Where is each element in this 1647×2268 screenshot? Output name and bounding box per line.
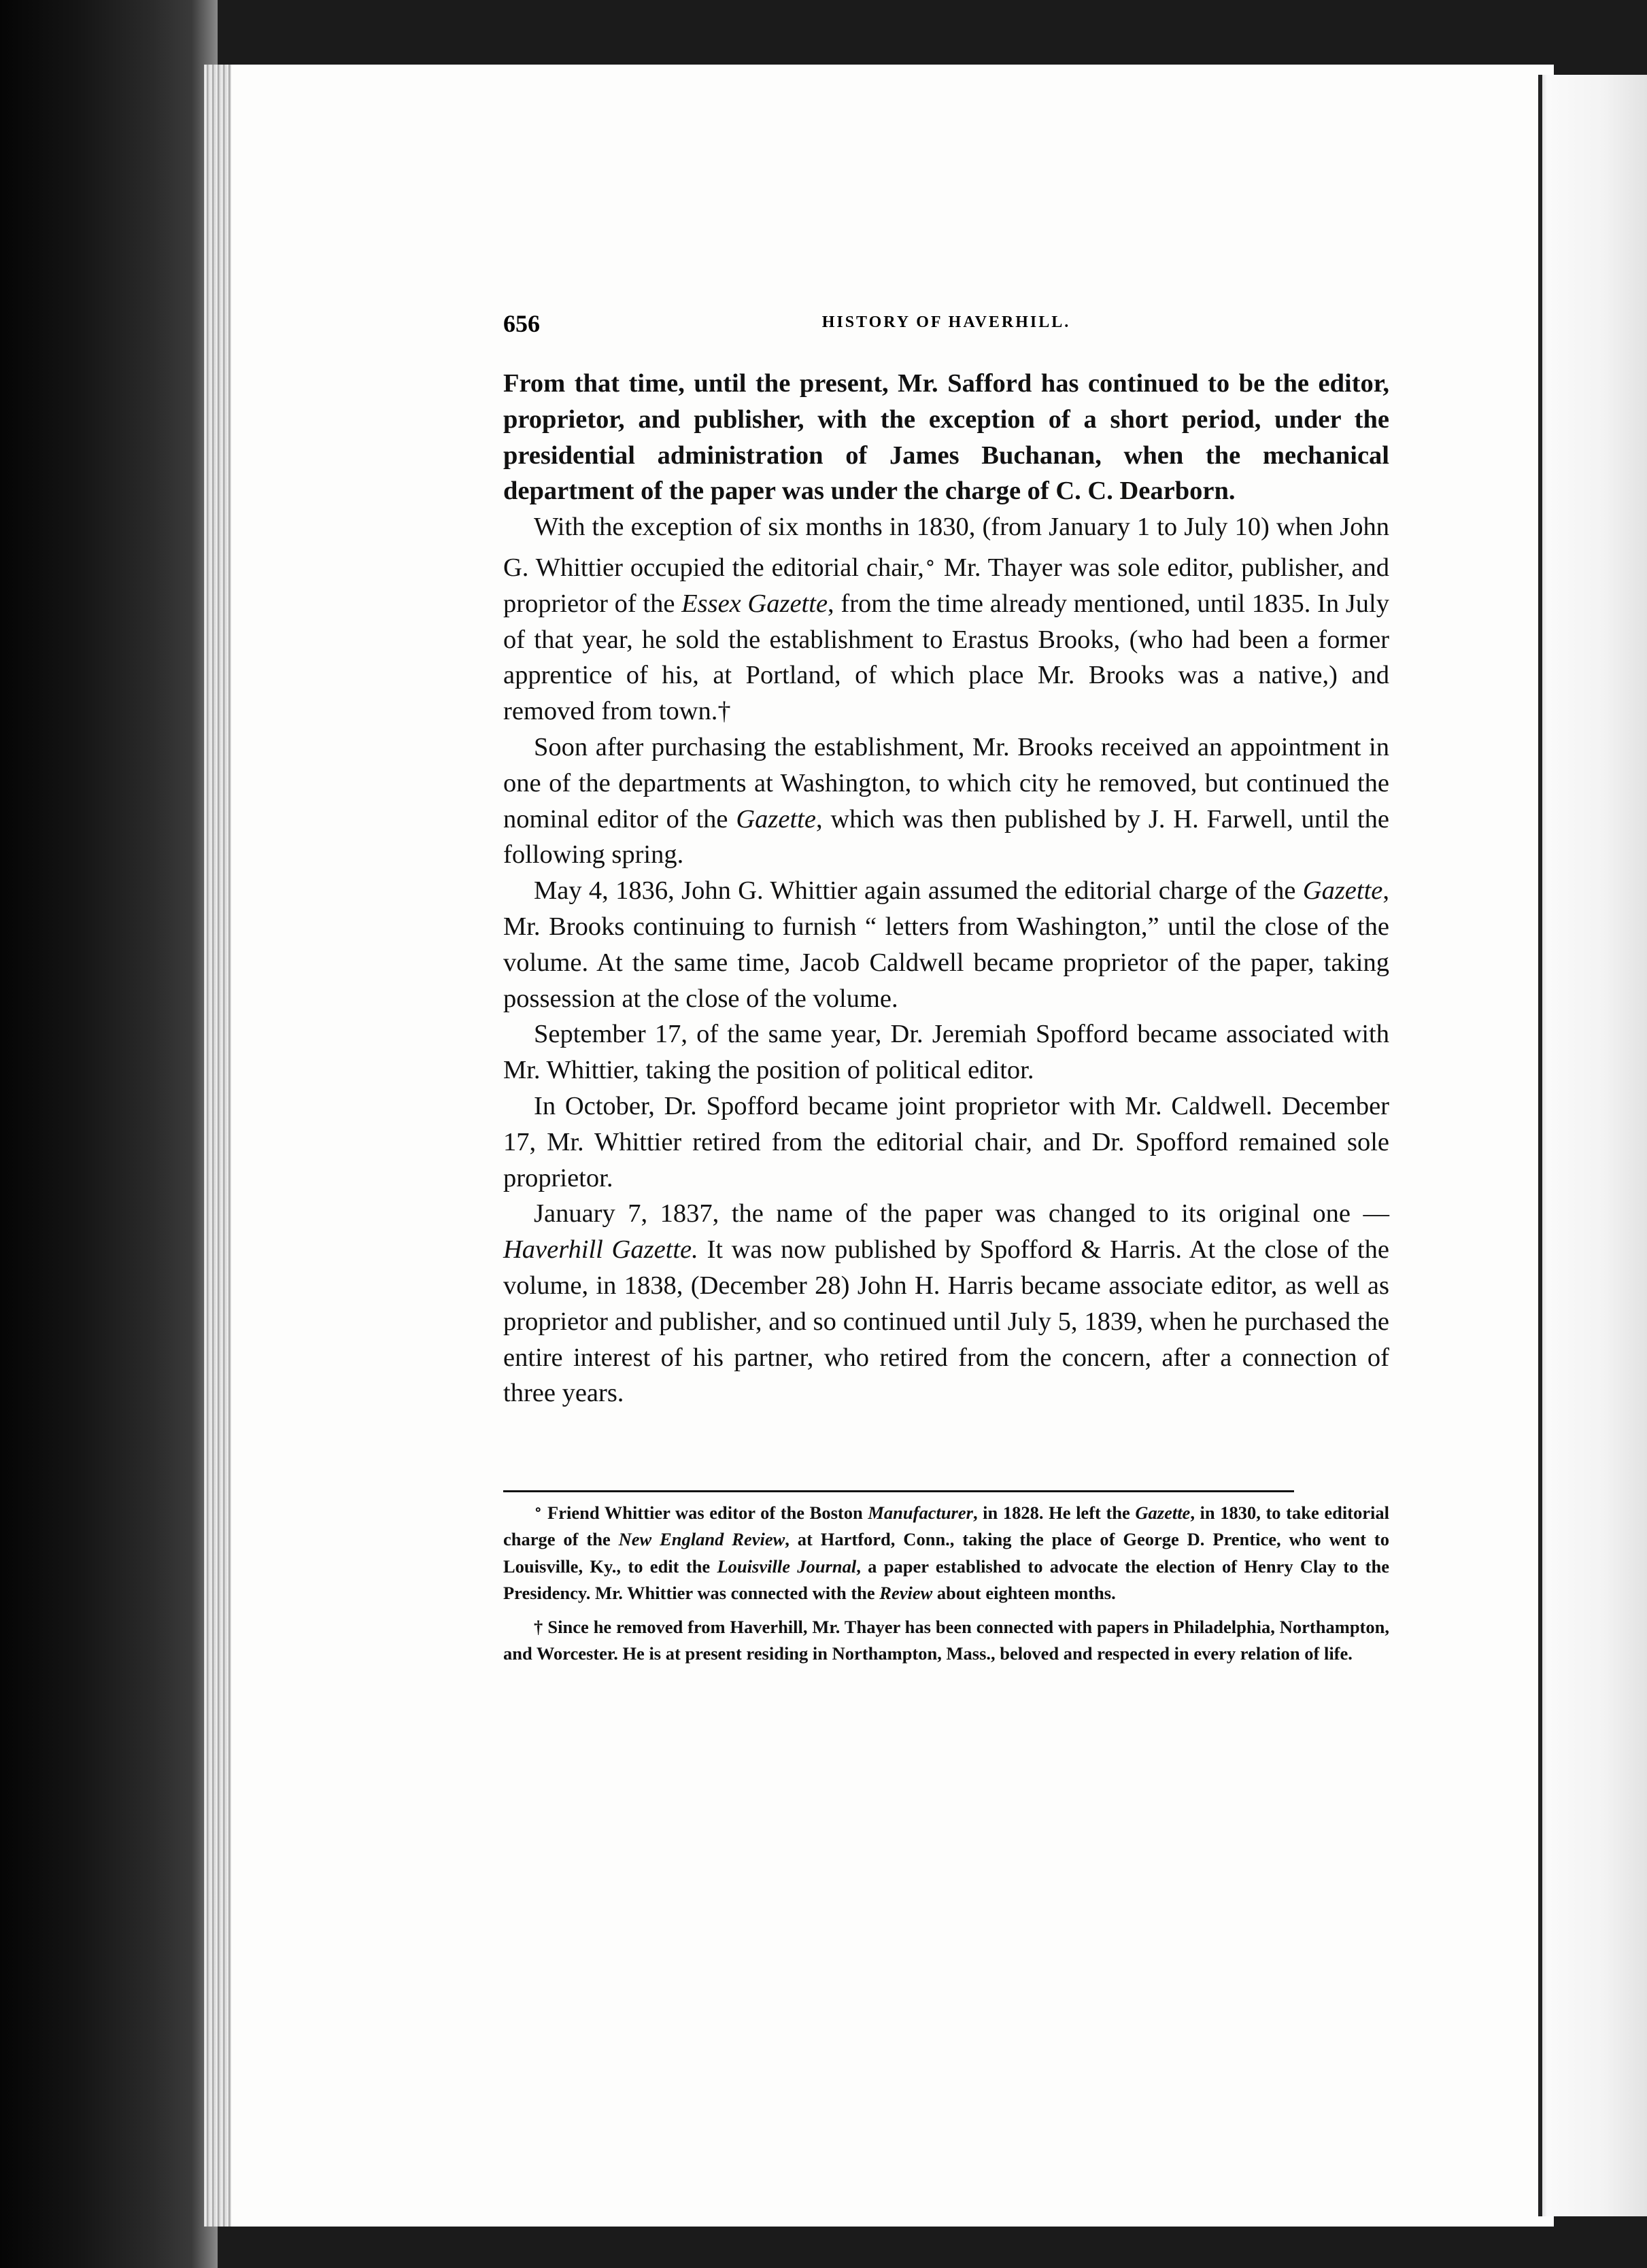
right-page-fold bbox=[1538, 75, 1542, 2216]
paragraph-4-text-a: May 4, 1836, John G. Whittier again assumed the editorial charge of the bbox=[534, 876, 1303, 906]
paragraph-4 bbox=[503, 873, 1389, 1016]
paragraph-2-text-b: Mr. Thayer was sole editor, publisher, and proprietor of the bbox=[503, 553, 1389, 618]
paragraph-6: In October, Dr. Spofford became joint proprietor with Mr. Caldwell. December 17, Mr. Whittier retired from the editorial chair, and Dr. Spofford remained sole proprietor. bbox=[503, 1092, 1389, 1192]
footnote-2-text: Since he removed from Haverhill, Mr. Thayer has been connected with papers in Philadelphia, Northampton, and Worcester. He is at present residing in Northampton, Mass., beloved and respected in every relation of life. bbox=[503, 1616, 1389, 1664]
running-head: HISTORY OF HAVERHILL. bbox=[821, 313, 1071, 331]
book-binding bbox=[0, 0, 218, 2268]
paragraph-2-text-c: , from the time already mentioned, until 1835. In July of that year, he sold the establishment to Erastus Brooks, (who had been a former apprentice of his, at Portland, of which place Mr. Brooks was a native,) and removed from town. bbox=[503, 589, 1389, 726]
footnote-1-italic-4: Louisville Journal bbox=[717, 1556, 857, 1577]
paragraph-5: September 17, of the same year, Dr. Jeremiah Spofford became associated with Mr. Whittier, taking the position of political editor. bbox=[503, 1020, 1389, 1085]
footnotes bbox=[503, 1497, 1389, 1674]
footnote-1-text-a: Friend Whittier was editor of the Boston bbox=[542, 1502, 868, 1523]
footnote-1-text-d: , at Hartford, Conn., taking the place of George D. Prentice, who went to Louisville, Ky., to edit the bbox=[503, 1529, 1389, 1577]
footnote-1-text-f: about eighteen months. bbox=[932, 1583, 1116, 1604]
footnote-1-italic-2: Gazette bbox=[1135, 1502, 1191, 1523]
paragraph-3-text-a: Soon after purchasing the establishment, Mr. Brooks received an appointment in one of the departments at Washington, to which city he removed, but continued the nominal editor of the bbox=[503, 733, 1389, 834]
paragraph-7-text-a: January 7, 1837, the name of the paper was changed to its original one — bbox=[534, 1199, 1389, 1228]
paragraph-2 bbox=[503, 509, 1389, 729]
footnote-marker-2: † bbox=[717, 697, 731, 726]
paragraph-7-italic: Haverhill Gazette. bbox=[503, 1235, 698, 1265]
paragraph-7-text-b: It was now published by Spofford & Harris. At the close of the volume, in 1838, (December 28) John H. Harris became associate editor, as well as proprietor and publisher, and so continued until July 5, 1839, when he purchased the entire interest of his partner, who retired from the concern, after a connection of three years. bbox=[503, 1235, 1389, 1408]
footnote-2 bbox=[503, 1614, 1389, 1668]
paragraph-3-italic: Gazette bbox=[736, 804, 816, 834]
footnote-1-text-b: , in 1828. He left the bbox=[972, 1502, 1136, 1523]
paragraph-7 bbox=[503, 1196, 1389, 1411]
footnote-1 bbox=[503, 1497, 1389, 1607]
right-page-edge bbox=[1538, 75, 1647, 2216]
footnote-rule bbox=[503, 1490, 1294, 1492]
footnote-marker-1: ∘ bbox=[923, 551, 936, 574]
paragraph-4-italic: Gazette bbox=[1302, 876, 1383, 906]
footnote-1-marker: ∘ bbox=[534, 1502, 543, 1517]
footnote-1-italic-5: Review bbox=[879, 1583, 933, 1604]
paragraph-3-text-b: , which was then published by J. H. Farwell, until the following spring. bbox=[503, 804, 1389, 870]
footnote-1-italic-1: Manufacturer bbox=[868, 1502, 973, 1523]
paragraph-2-text-a: With the exception of six months in 1830, (from January 1 to July 10) when John G. Whittier occupied the editorial chair, bbox=[503, 513, 1389, 583]
page-number: 656 bbox=[503, 310, 540, 337]
paragraph-4-text-b: , Mr. Brooks continuing to furnish “ letters from Washington,” until the close of the volume. At the same time, Jacob Caldwell became proprietor of the paper, taking possession at the close of the volume. bbox=[503, 876, 1389, 1013]
footnote-1-italic-3: New England Review bbox=[618, 1529, 785, 1550]
footnote-1-text-c: , in 1830, to take editorial charge of the bbox=[503, 1502, 1389, 1550]
footnote-1-text-e: , a paper established to advocate the election of Henry Clay to the Presidency. Mr. Whittier was connected with the bbox=[503, 1556, 1389, 1604]
footnote-2-marker: † bbox=[534, 1616, 543, 1637]
paragraph-2-italic: Essex Gazette bbox=[681, 589, 828, 618]
paragraph-3 bbox=[503, 729, 1389, 873]
page-header bbox=[503, 309, 1389, 343]
paragraph-1: From that time, until the present, Mr. Safford has continued to be the editor, proprietor, and publisher, with the exception of a short period, under the presidential administration of James Buchanan, when the mechanical department of the paper was under the charge of C. C. Dearborn. bbox=[503, 369, 1389, 506]
body-text bbox=[503, 366, 1389, 1411]
